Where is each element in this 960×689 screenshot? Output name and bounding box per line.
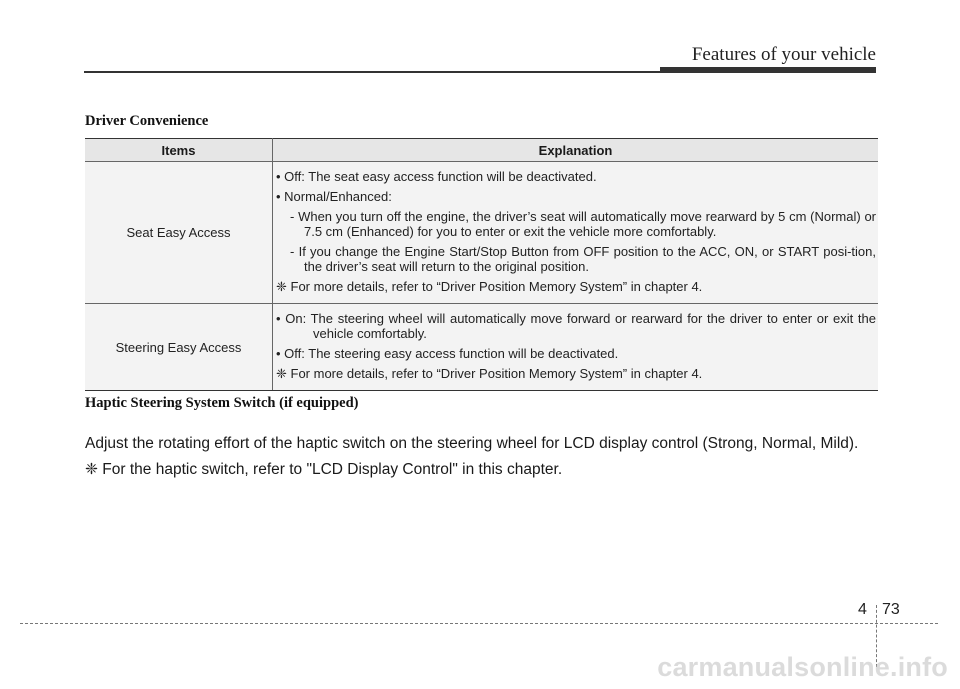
driver-convenience-table <box>85 138 878 391</box>
explanation-note: ❈ For more details, refer to “Driver Position Memory System” in chapter 4. <box>276 366 703 381</box>
item-cell: Steering Easy Access <box>85 304 273 391</box>
explanation-note: ❈ For more details, refer to “Driver Position Memory System” in chapter 4. <box>276 279 703 294</box>
header-rule-accent <box>660 67 876 73</box>
explanation-line: • Off: The seat easy access function will be deactivated. <box>276 169 597 184</box>
explanation-line: • Normal/Enhanced: <box>276 189 392 204</box>
column-header-explanation: Explanation <box>273 139 879 162</box>
explanation-cell <box>273 162 879 304</box>
explanation-subline: - If you change the Engine Start/Stop Button from OFF position to the ACC, ON, or START posi-tion, the driver’s seat will return to the original position. <box>290 244 876 274</box>
running-header-title: Features of your vehicle <box>691 44 876 65</box>
explanation-line: • Off: The steering easy access function will be deactivated. <box>276 346 619 361</box>
watermark-text: carmanualsonline.info <box>657 652 948 682</box>
explanation-cell <box>273 304 879 391</box>
item-cell: Seat Easy Access <box>85 162 273 304</box>
explanation-line: • On: The steering wheel will automatically move forward or rearward for the driver to enter or exit the vehicle comfortably. <box>276 311 876 341</box>
explanation-subline: - When you turn off the engine, the driver’s seat will automatically move rearward by 5 cm (Normal) or 7.5 cm (Enhanced) for you to enter or exit the vehicle more comfortably. <box>290 209 876 239</box>
table-row <box>85 304 878 391</box>
body-note: ❈ For the haptic switch, refer to "LCD Display Control" in this chapter. <box>85 461 563 478</box>
footer-dashed-rule <box>20 623 938 624</box>
chapter-number: 4 <box>858 601 867 618</box>
column-header-items: Items <box>85 139 273 162</box>
body-paragraph: Adjust the rotating effort of the haptic switch on the steering wheel for LCD display control (Strong, Normal, Mild). <box>85 435 859 452</box>
table-row <box>85 162 878 304</box>
section-heading-haptic-steering: Haptic Steering System Switch (if equipped) <box>85 395 359 411</box>
table-header-row <box>85 139 878 162</box>
section-heading-driver-convenience: Driver Convenience <box>85 113 209 129</box>
page-number: 73 <box>882 601 900 618</box>
